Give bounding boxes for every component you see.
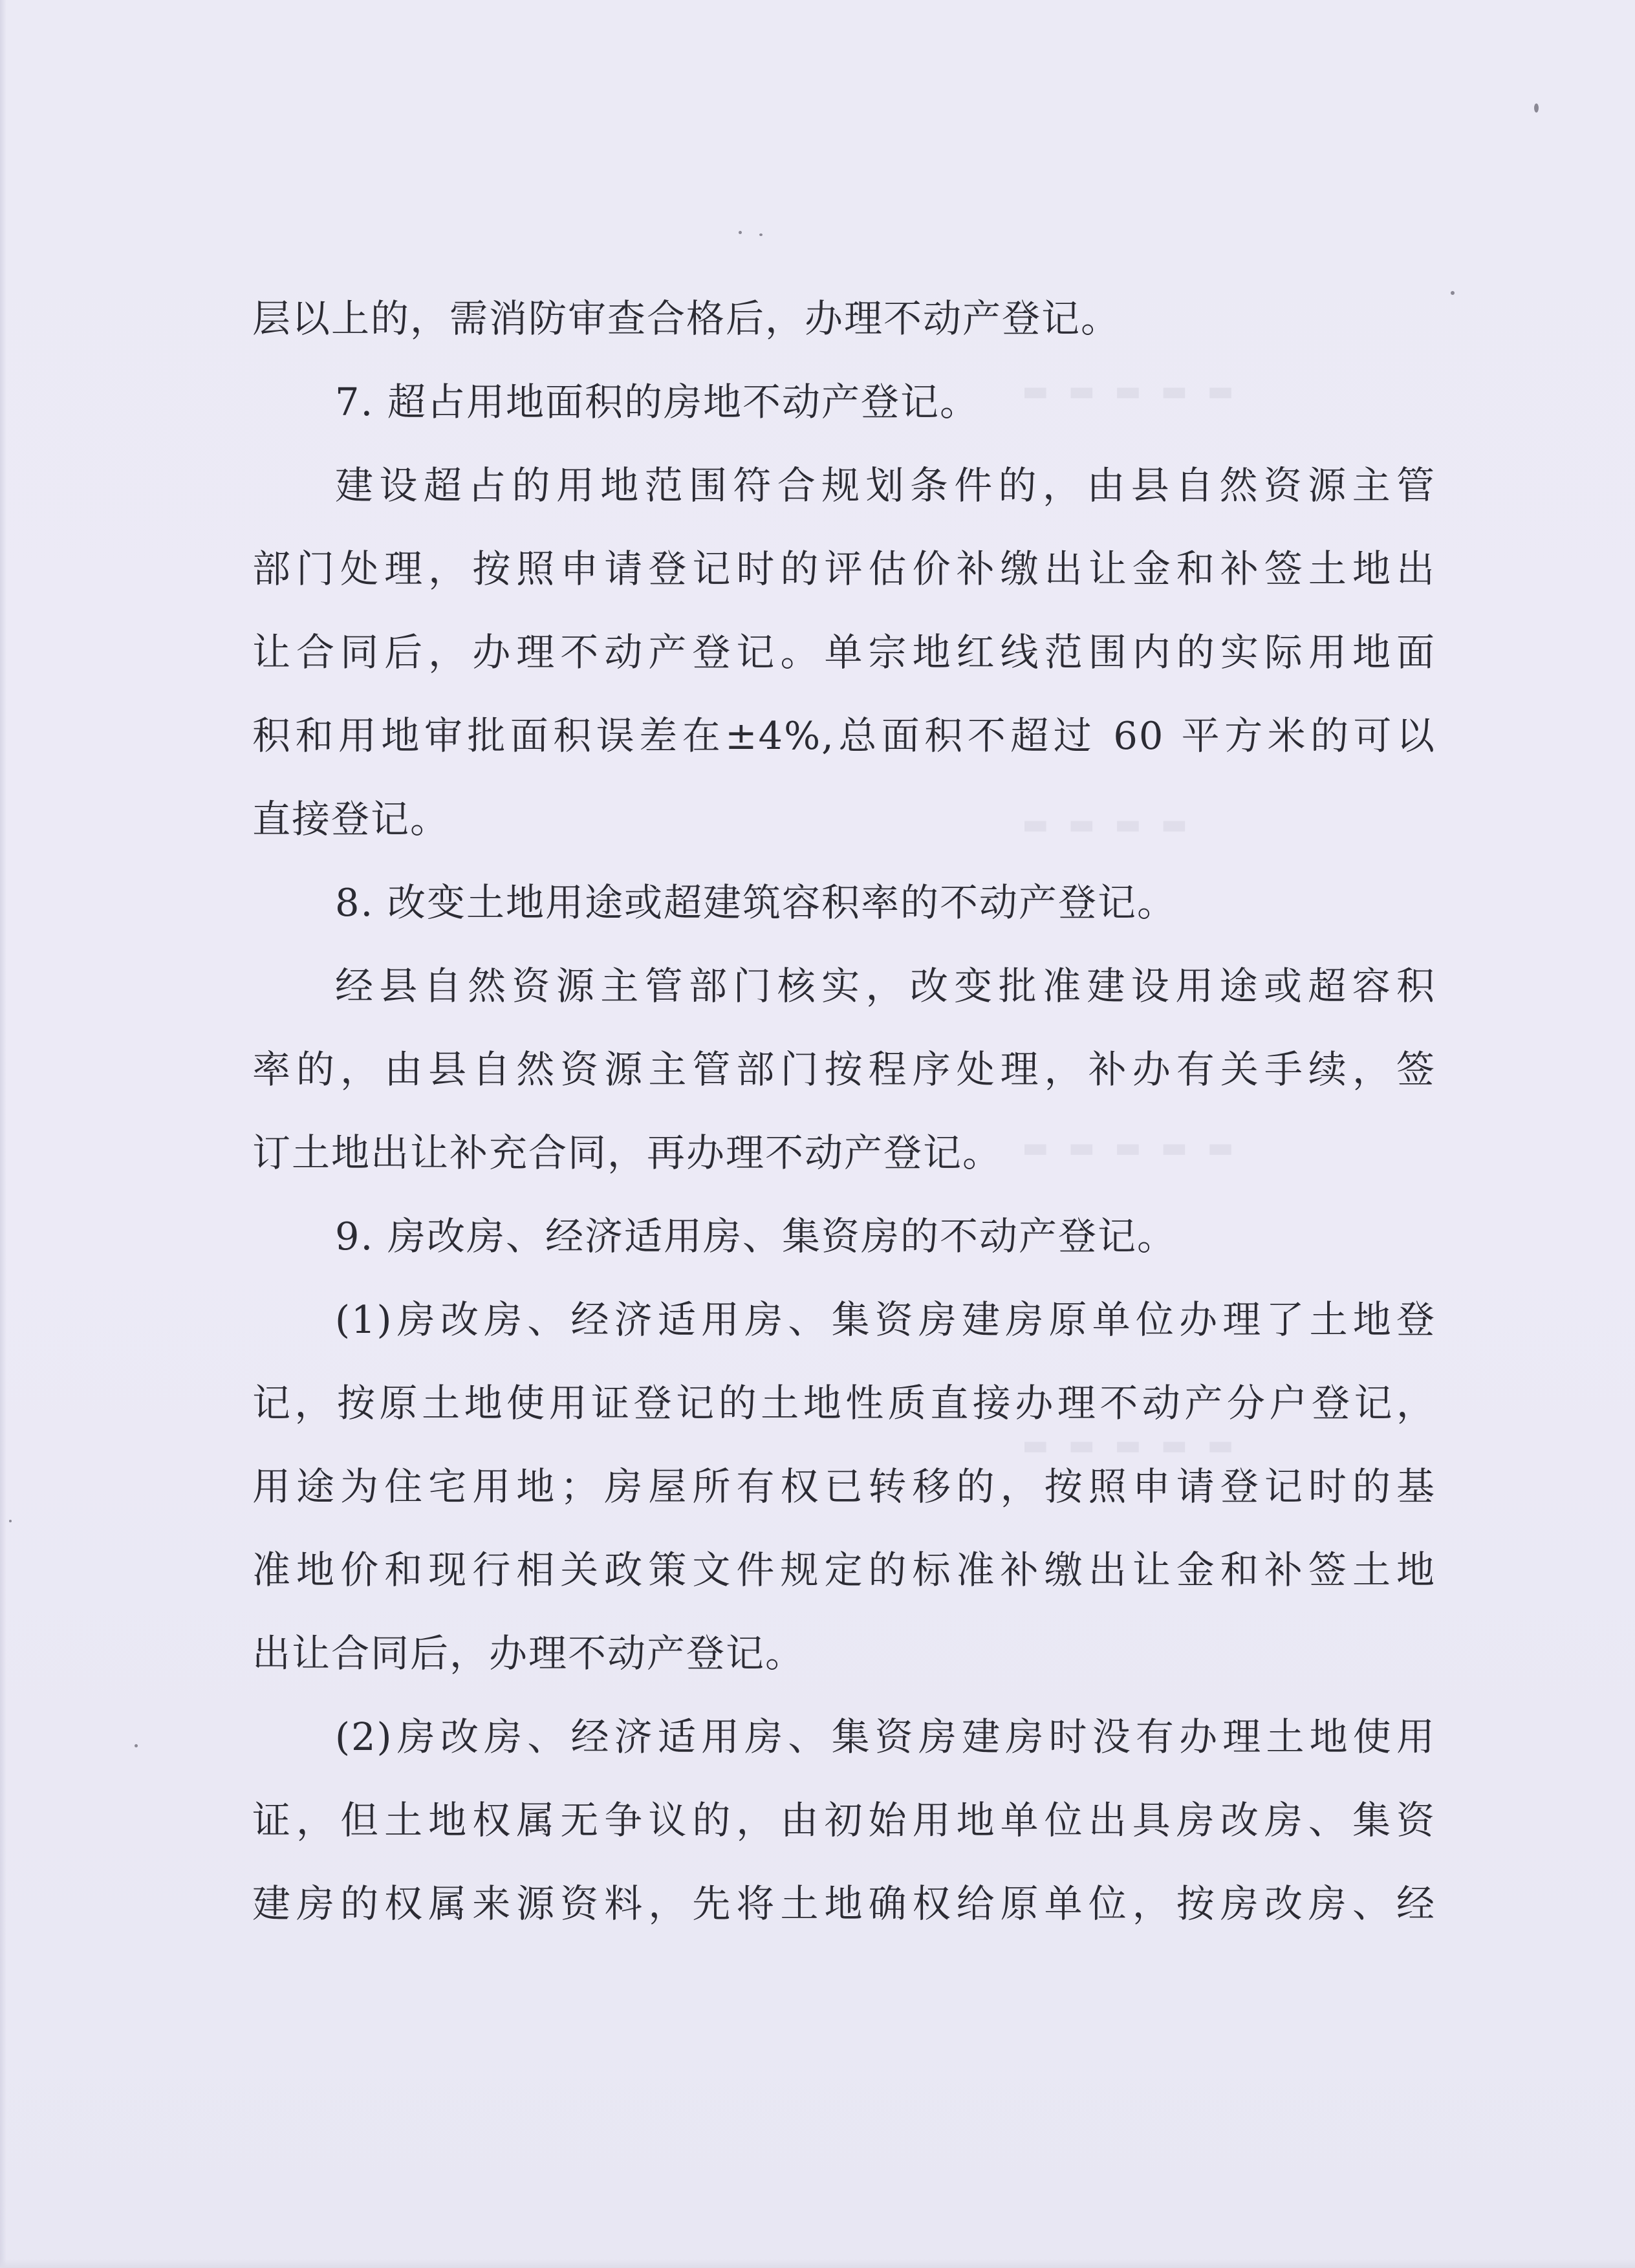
body-line: 经县自然资源主管部门核实，改变批准建设用途或超容积 <box>335 964 1436 1008</box>
body-line: (1)房改房、经济适用房、集资房建房原单位办理了土地登 <box>335 1297 1436 1342</box>
scan-speck <box>739 231 742 234</box>
scan-speck <box>1534 103 1539 113</box>
body-line: 率的，由县自然资源主管部门按程序处理，补办有关手续，签 <box>252 1047 1436 1092</box>
scan-shadow-left <box>0 0 6 2268</box>
bleed-through-mark: ▬ ▬ ▬ ▬ ▬ <box>1022 374 1239 407</box>
bleed-through-mark: ▬ ▬ ▬ ▬ <box>1022 808 1193 841</box>
bleed-through-mark: ▬ ▬ ▬ ▬ ▬ <box>1022 1429 1239 1462</box>
body-line: 订土地出让补充合同，再办理不动产登记。 <box>252 1130 1002 1175</box>
body-line: 建设超占的用地范围符合规划条件的，由县自然资源主管 <box>335 463 1436 508</box>
body-line: 用途为住宅用地；房屋所有权已转移的，按照申请登记时的基 <box>252 1464 1436 1509</box>
body-line: 直接登记。 <box>252 797 450 841</box>
body-line: 层以上的，需消防审查合格后，办理不动产登记。 <box>252 296 1121 341</box>
scan-speck <box>1451 291 1455 295</box>
body-line: 证，但土地权属无争议的，由初始用地单位出具房改房、集资 <box>252 1798 1436 1842</box>
body-line: (2)房改房、经济适用房、集资房建房时没有办理土地使用 <box>335 1714 1436 1759</box>
body-line: 建房的权属来源资料，先将土地确权给原单位，按房改房、经 <box>252 1881 1436 1926</box>
body-line: 让合同后，办理不动产登记。单宗地红线范围内的实际用地面 <box>252 630 1436 675</box>
body-line: 出让合同后，办理不动产登记。 <box>252 1631 805 1676</box>
body-line: 部门处理，按照申请登记时的评估价补缴出让金和补签土地出 <box>252 546 1436 591</box>
bleed-through-mark: ▬ ▬ ▬ ▬ ▬ <box>1022 1131 1239 1164</box>
section-heading: 7. 超占用地面积的房地不动产登记。 <box>335 380 980 424</box>
section-heading: 8. 改变土地用途或超建筑容积率的不动产登记。 <box>335 880 1177 925</box>
section-heading: 9. 房改房、经济适用房、集资房的不动产登记。 <box>335 1214 1177 1258</box>
scan-speck <box>135 1744 138 1747</box>
body-line: 准地价和现行相关政策文件规定的标准补缴出让金和补签土地 <box>252 1548 1436 1592</box>
scan-speck <box>759 233 763 236</box>
scan-speck <box>9 1520 12 1522</box>
body-line: 记，按原土地使用证登记的土地性质直接办理不动产分户登记， <box>252 1381 1436 1425</box>
scan-shadow-bottom <box>0 2259 1635 2268</box>
body-line: 积和用地审批面积误差在±4%,总面积不超过 60 平方米的可以 <box>252 713 1436 758</box>
